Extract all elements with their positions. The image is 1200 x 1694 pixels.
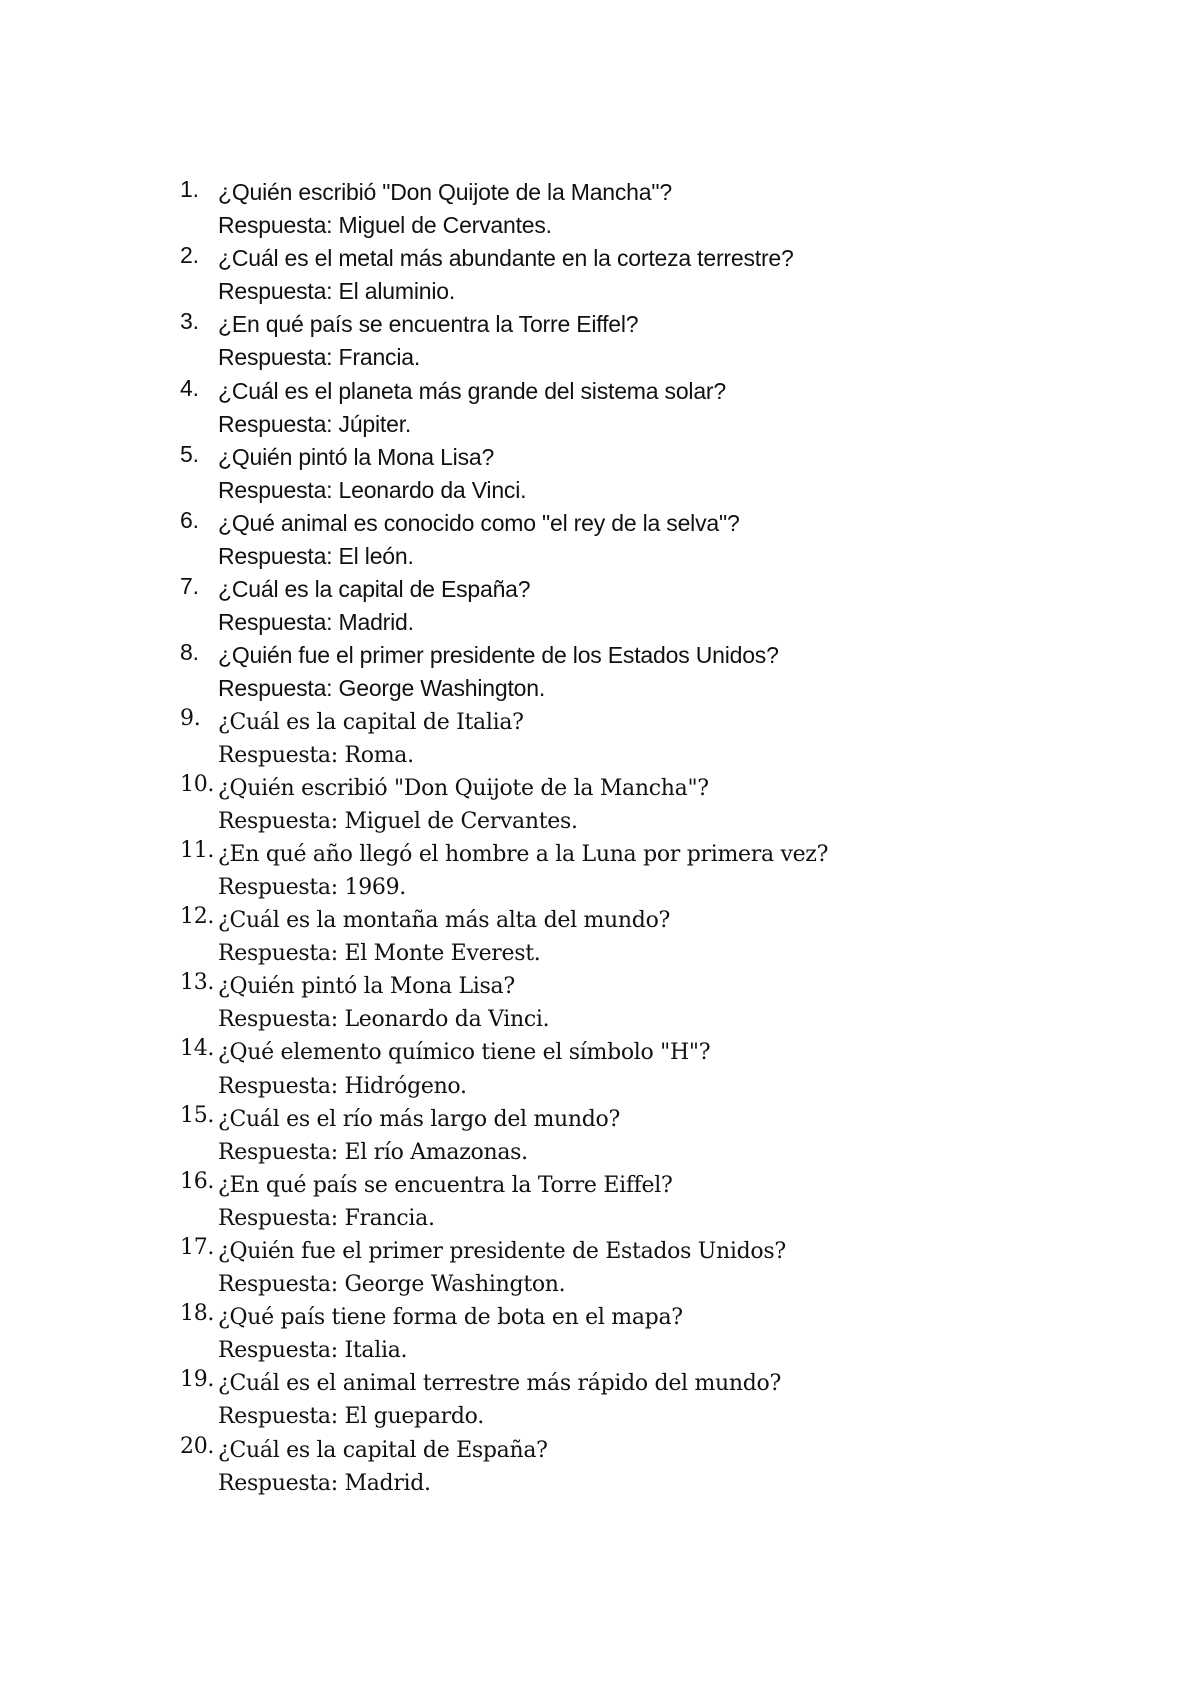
question-text: ¿Cuál es la montaña más alta del mundo? [218, 908, 671, 934]
item-number: 12. [180, 904, 215, 930]
item-number: 2. [180, 242, 199, 269]
question-text: ¿Quién pintó la Mona Lisa? [218, 974, 515, 1000]
answer-text: Respuesta: George Washington. [218, 1272, 566, 1298]
answer-text: Respuesta: El guepardo. [218, 1404, 484, 1430]
answer-text: Respuesta: Italia. [218, 1338, 408, 1364]
list-item-4 [180, 375, 1140, 441]
item-number: 8. [180, 639, 199, 666]
list-item-14 [180, 1036, 1140, 1102]
item-number: 10. [180, 771, 215, 797]
item-number: 13. [180, 970, 215, 996]
answer-text: Respuesta: Madrid. [218, 609, 414, 636]
question-text: ¿En qué país se encuentra la Torre Eiffel? [218, 1172, 673, 1198]
list-item-15 [180, 1103, 1140, 1169]
question-text: ¿En qué año llegó el hombre a la Luna por primera vez? [218, 841, 829, 867]
list-item-9 [180, 706, 1140, 772]
answer-text: Respuesta: El río Amazonas. [218, 1139, 528, 1165]
list-item-2 [180, 242, 1140, 308]
answer-text: Respuesta: Madrid. [218, 1470, 431, 1496]
question-text: ¿Qué país tiene forma de bota en el mapa? [218, 1305, 683, 1331]
list-item-3 [180, 308, 1140, 374]
item-number: 3. [180, 308, 199, 335]
answer-text: Respuesta: El Monte Everest. [218, 941, 541, 967]
question-text: ¿Cuál es el río más largo del mundo? [218, 1106, 620, 1132]
answer-text: Respuesta: Hidrógeno. [218, 1073, 467, 1099]
list-item-8 [180, 639, 1140, 705]
item-number: 5. [180, 440, 199, 467]
list-item-5 [180, 441, 1140, 507]
item-number: 15. [180, 1102, 215, 1128]
list-item-16 [180, 1169, 1140, 1235]
item-number: 17. [180, 1235, 215, 1260]
item-number: 14. [180, 1036, 215, 1062]
list-item-13 [180, 970, 1140, 1036]
answer-text: Respuesta: Roma. [218, 742, 414, 768]
item-number: 6. [180, 506, 199, 533]
list-item-7 [180, 573, 1140, 639]
question-text: ¿Cuál es el animal terrestre más rápido del mundo? [218, 1371, 781, 1397]
item-number: 11. [180, 837, 215, 863]
item-number: 16. [180, 1168, 215, 1194]
answer-text: Respuesta: 1969. [218, 874, 406, 900]
question-text: ¿Quién fue el primer presidente de los Estados Unidos? [218, 642, 779, 669]
item-number: 19. [180, 1367, 215, 1393]
answer-text: Respuesta: Miguel de Cervantes. [218, 212, 552, 239]
answer-text: Respuesta: El aluminio. [218, 278, 456, 305]
list-item-6 [180, 507, 1140, 573]
list-item-19 [180, 1367, 1140, 1433]
answer-text: Respuesta: Francia. [218, 1205, 435, 1231]
question-text: ¿Quién escribió "Don Quijote de la Mancha"? [218, 179, 672, 205]
answer-text: Respuesta: Francia. [218, 344, 421, 371]
question-text: ¿En qué país se encuentra la Torre Eiffel? [218, 311, 639, 338]
list-item-20 [180, 1434, 1140, 1500]
question-text: ¿Cuál es la capital de España? [218, 576, 531, 603]
question-text: ¿Qué elemento químico tiene el símbolo "H"? [218, 1040, 711, 1066]
question-answer-list [180, 176, 1140, 1500]
question-text: ¿Cuál es el planeta más grande del sistema solar? [218, 377, 726, 404]
question-text: ¿Quién escribió "Don Quijote de la Mancha"? [218, 775, 709, 801]
answer-text: Respuesta: Leonardo da Vinci. [218, 1007, 550, 1033]
list-item-10 [180, 772, 1140, 838]
answer-text: Respuesta: Júpiter. [218, 410, 412, 437]
question-text: ¿Cuál es el metal más abundante en la corteza terrestre? [218, 245, 794, 272]
item-number: 1. [180, 176, 199, 202]
question-text: ¿Quién pintó la Mona Lisa? [218, 443, 495, 470]
answer-text: Respuesta: Leonardo da Vinci. [218, 476, 527, 503]
list-item-18 [180, 1301, 1140, 1367]
answer-text: Respuesta: George Washington. [218, 675, 546, 702]
question-text: ¿Cuál es la capital de Italia? [218, 709, 524, 735]
item-number: 18. [180, 1301, 215, 1327]
question-text: ¿Cuál es la capital de España? [218, 1437, 548, 1463]
answer-text: Respuesta: El león. [218, 543, 414, 570]
question-text: ¿Qué animal es conocido como "el rey de la selva"? [218, 509, 740, 536]
list-item-1 [180, 176, 1140, 242]
answer-text: Respuesta: Miguel de Cervantes. [218, 808, 578, 834]
list-item-17 [180, 1235, 1140, 1301]
item-number: 20. [180, 1433, 215, 1459]
item-number: 4. [180, 374, 199, 401]
item-number: 9. [180, 705, 201, 731]
question-text: ¿Quién fue el primer presidente de Estados Unidos? [218, 1239, 786, 1264]
list-item-11 [180, 838, 1140, 904]
list-item-12 [180, 904, 1140, 970]
item-number: 7. [180, 573, 199, 600]
